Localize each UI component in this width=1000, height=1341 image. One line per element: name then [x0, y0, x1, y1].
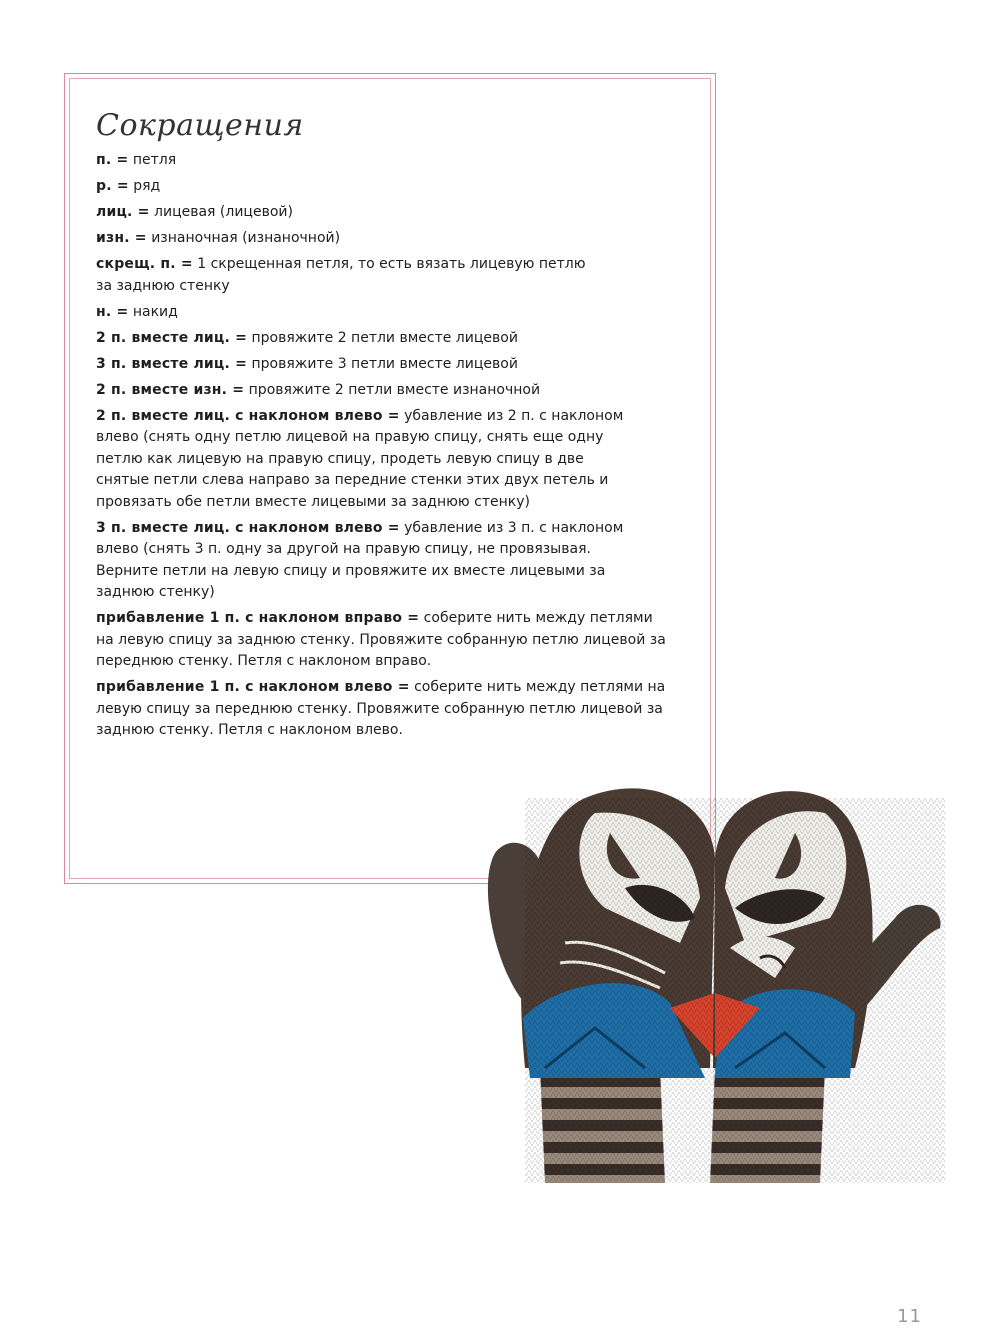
abbreviation-entry: [96, 518, 626, 604]
abbreviations-section: [96, 106, 696, 746]
page-number: 11: [897, 1306, 922, 1327]
abbreviation-definition: ряд: [128, 178, 161, 194]
section-heading: Сокращения: [96, 108, 304, 143]
abbreviation-definition: убавление из 3 п. с наклоном влево (снять 3 п. одну за другой на правую спицу, не провязывая. Верните петли на левую спицу и провяжите их вместе лицевыми за заднюю стенку): [96, 519, 624, 600]
abbreviation-entry: [96, 380, 696, 402]
abbreviation-definition: петля: [128, 152, 177, 168]
abbreviation-definition: изнаночная (изнаночной): [146, 230, 341, 246]
abbreviation-definition: убавление из 2 п. с наклоном влево (снять одну петлю лицевой на правую спицу, снять еще одну петлю как лицевую на правую спицу, продеть левую спицу в две снятые петли слева направо за передние стенки этих двух петель и провязать обе петли вместе лицевыми за заднюю стенку): [96, 407, 624, 510]
abbreviation-definition: соберите нить между петлями на левую спицу за заднюю стенку. Провяжите собранную петлю лицевой за переднюю стенку. Петля с наклоном вправо.: [96, 610, 666, 669]
abbreviation-term: 3 п. вместе лиц. с наклоном влево =: [96, 519, 400, 536]
left-mitten: [488, 788, 715, 1183]
abbreviation-entry: [96, 354, 696, 376]
abbreviation-term: 3 п. вместе лиц. =: [96, 355, 248, 372]
raccoon-mittens-photo: [475, 768, 945, 1188]
abbreviation-entry: [96, 202, 696, 224]
abbreviation-term: п. =: [96, 152, 129, 168]
abbreviation-entry: [96, 254, 596, 297]
abbreviation-term: прибавление 1 п. с наклоном вправо =: [96, 610, 420, 626]
abbreviation-entry: [96, 176, 696, 198]
abbreviation-definition: накид: [128, 303, 178, 320]
abbreviation-term: 2 п. вместе изн. =: [96, 381, 245, 398]
abbreviation-term: 2 п. вместе лиц. =: [96, 329, 248, 346]
abbreviation-definition: лицевая (лицевой): [149, 204, 293, 220]
abbreviation-entry: [96, 608, 671, 673]
abbreviation-term: р. =: [96, 178, 129, 194]
abbreviation-term: скрещ. п. =: [96, 256, 193, 272]
abbreviation-entry: [96, 328, 696, 350]
right-mitten: [710, 791, 945, 1183]
abbreviation-term: н. =: [96, 303, 129, 320]
abbreviation-entry: [96, 406, 631, 514]
abbreviation-term: 2 п. вместе лиц. с наклоном влево =: [96, 407, 400, 424]
abbreviation-term: изн. =: [96, 230, 147, 246]
abbreviation-entry: [96, 302, 696, 324]
abbreviation-entry: [96, 677, 671, 742]
abbreviation-entry: [96, 150, 696, 172]
abbreviation-definition: провяжите 2 петли вместе лицевой: [247, 329, 518, 346]
abbreviation-definition: провяжите 3 петли вместе лицевой: [247, 355, 518, 372]
abbreviation-term: прибавление 1 п. с наклоном влево =: [96, 679, 410, 695]
abbreviation-definition: провяжите 2 петли вместе изнаночной: [244, 381, 541, 398]
abbreviation-entry: [96, 228, 696, 250]
abbreviation-term: лиц. =: [96, 204, 150, 220]
abbreviation-definition: соберите нить между петлями на левую спицу за переднюю стенку. Провяжите собранную петлю лицевой за заднюю стенку. Петля с наклоном влево.: [96, 679, 666, 738]
abbreviation-definition: 1 скрещенная петля, то есть вязать лицевую петлю за заднюю стенку: [96, 256, 586, 294]
